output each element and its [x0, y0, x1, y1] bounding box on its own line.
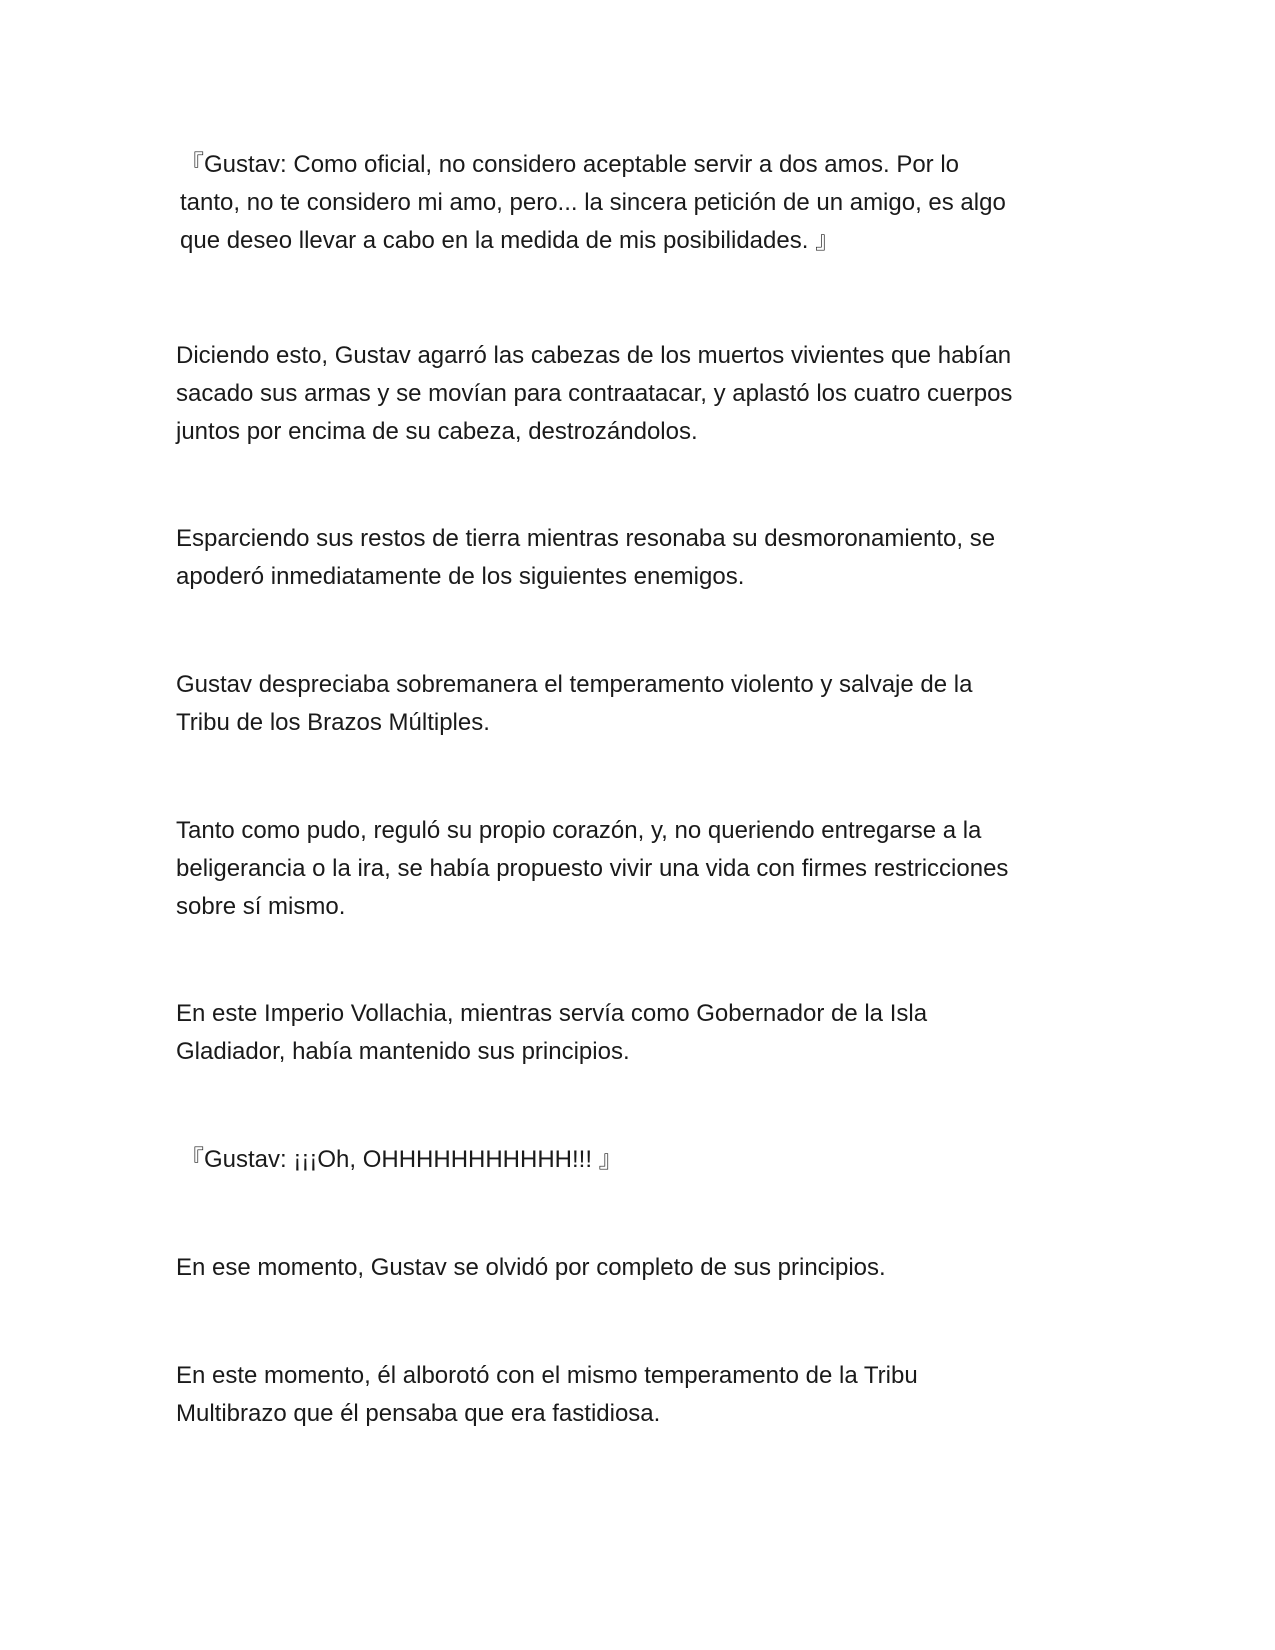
text-line: Gladiador, había mantenido sus principios. [176, 1038, 630, 1065]
paragraph-narration-3 [176, 666, 1106, 742]
paragraph-narration-2 [176, 520, 1106, 596]
text-line: Tribu de los Brazos Múltiples. [176, 709, 490, 736]
text-line: En ese momento, Gustav se olvidó por completo de sus principios. [176, 1254, 886, 1281]
text-line: beligerancia o la ira, se había propuesto vivir una vida con firmes restricciones [176, 855, 1009, 882]
paragraph-narration-5 [176, 995, 1106, 1071]
text-line: Esparciendo sus restos de tierra mientras resonaba su desmoronamiento, se [176, 525, 996, 552]
paragraph-narration-1 [176, 337, 1106, 451]
text-line: Multibrazo que él pensaba que era fastidiosa. [176, 1400, 661, 1427]
text-line: Diciendo esto, Gustav agarró las cabezas de los muertos vivientes que habían [176, 342, 1012, 369]
text-line: Tanto como pudo, reguló su propio corazón, y, no queriendo entregarse a la [176, 817, 982, 844]
text-line: 『Gustav: ¡¡¡Oh, OHHHHHHHHHHH!!! 』 [180, 1146, 623, 1173]
text-line: sobre sí mismo. [176, 893, 346, 920]
text-line: Gustav despreciaba sobremanera el temperamento violento y salvaje de la [176, 671, 973, 698]
paragraph-narration-7 [176, 1357, 1106, 1433]
paragraph-gustav-quote-2 [180, 1141, 1110, 1179]
text-line: sacado sus armas y se movían para contraatacar, y aplastó los cuatro cuerpos [176, 380, 1013, 407]
text-line: tanto, no te considero mi amo, pero... la sincera petición de un amigo, es algo [180, 189, 1006, 216]
text-line: apoderó inmediatamente de los siguientes enemigos. [176, 563, 745, 590]
text-line: En este momento, él alborotó con el mismo temperamento de la Tribu [176, 1362, 918, 1389]
text-line: En este Imperio Vollachia, mientras servía como Gobernador de la Isla [176, 1000, 928, 1027]
paragraph-gustav-quote-1 [180, 146, 1110, 260]
text-line: que deseo llevar a cabo en la medida de mis posibilidades. 』 [180, 227, 840, 254]
paragraph-narration-6 [176, 1249, 1106, 1287]
paragraph-narration-4 [176, 812, 1106, 926]
text-line: juntos por encima de su cabeza, destrozándolos. [176, 418, 698, 445]
text-line: 『Gustav: Como oficial, no considero aceptable servir a dos amos. Por lo [180, 151, 960, 178]
